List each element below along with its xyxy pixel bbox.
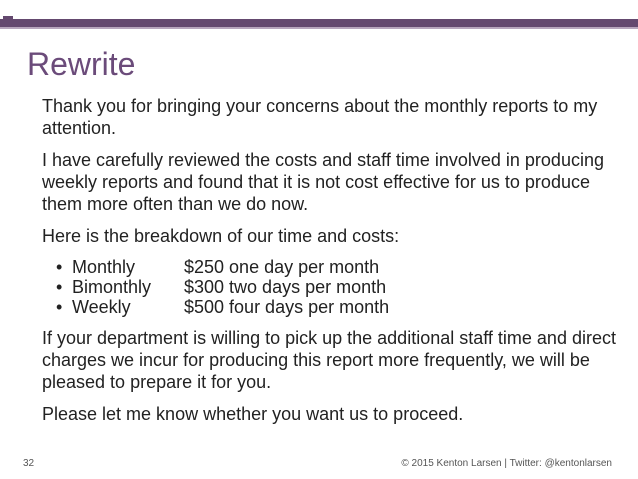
corner-accent-square (3, 16, 13, 26)
cost-detail: $300 two days per month (184, 277, 387, 297)
slide-body (42, 95, 622, 425)
frequency-label: Monthly (72, 257, 136, 277)
bullet-icon: • (56, 297, 63, 317)
paragraph-breakdown-intro: Here is the breakdown of our time and costs: (42, 226, 400, 246)
list-item (56, 297, 622, 317)
page-number: 32 (23, 458, 35, 469)
footer-copyright: © 2015 Kenton Larsen | Twitter: @kentonlarsen (401, 458, 612, 469)
header-accent-underline (0, 27, 638, 29)
bullet-icon: • (56, 257, 63, 277)
slide-title: Rewrite (27, 46, 136, 82)
paragraph-thanks: Thank you for bringing your concerns about the monthly reports to my attention. (42, 96, 598, 138)
paragraph-review: I have carefully reviewed the costs and staff time involved in producing weekly reports and found that it is not cost effective for us to produce them more often than we do now. (42, 150, 604, 214)
list-item (56, 257, 622, 277)
cost-detail: $500 four days per month (184, 297, 390, 317)
frequency-label: Bimonthly (72, 277, 152, 297)
breakdown-list (42, 257, 622, 317)
header-band (0, 0, 638, 19)
frequency-label: Weekly (72, 297, 131, 317)
paragraph-closing: Please let me know whether you want us to proceed. (42, 404, 464, 424)
list-item (56, 277, 622, 297)
cost-detail: $250 one day per month (184, 257, 380, 277)
paragraph-offer: If your department is willing to pick up the additional staff time and direct charges we incur for producing this report more frequently, we will be pleased to prepare it for you. (42, 328, 616, 392)
header-accent-bar (0, 19, 638, 27)
bullet-icon: • (56, 277, 63, 297)
